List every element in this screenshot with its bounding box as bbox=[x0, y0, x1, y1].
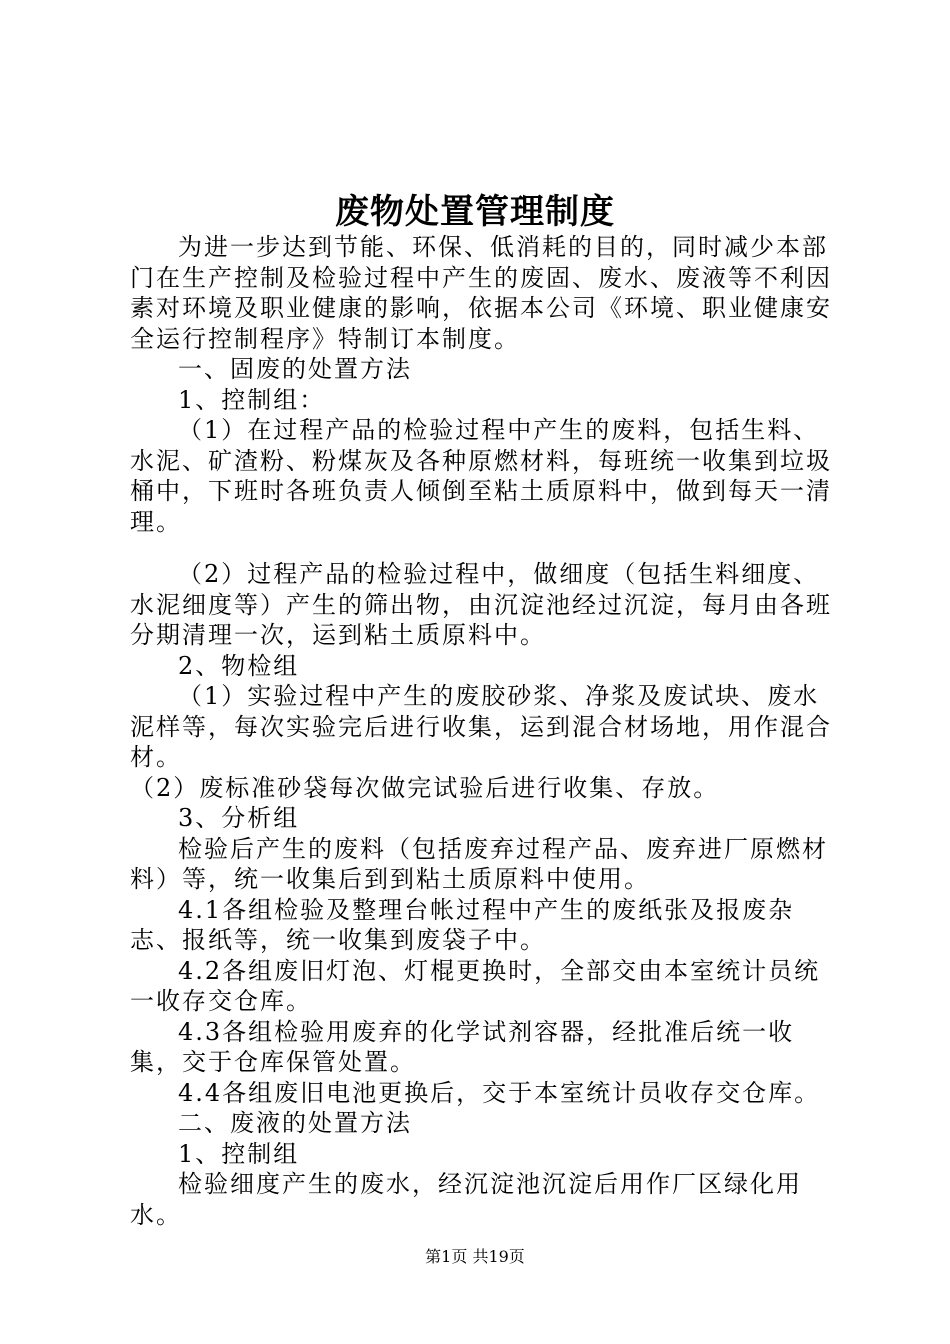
blank-line bbox=[130, 537, 835, 559]
paragraph: 检验后产生的废料（包括废弃过程产品、废弃进厂原燃材料）等，统一收集后到到粘土质原料中使用。 bbox=[130, 834, 828, 893]
paragraph: 为进一步达到节能、环保、低消耗的目的，同时减少本部门在生产控制及检验过程中产生的废固、废水、废液等不利因素对环境及职业健康的影响，依据本公司《环境、职业健康安全运行控制程序》特制订本制度。 bbox=[130, 233, 832, 353]
document-title: 废物处置管理制度 bbox=[335, 192, 615, 232]
subsection-heading: 2、物检组 bbox=[178, 651, 300, 680]
paragraph: （2）过程产品的检验过程中，做细度（包括生料细度、水泥细度等）产生的筛出物，由沉淀池经过沉淀，每月由各班分期清理一次，运到粘土质原料中。 bbox=[130, 560, 832, 649]
paragraph: 4.4各组废旧电池更换后，交于本室统计员收存交仓库。 bbox=[178, 1078, 821, 1107]
paragraph: 4.1各组检验及整理台帐过程中产生的废纸张及报废杂志、报纸等，统一收集到废袋子中。 bbox=[130, 895, 795, 954]
subsection-heading: 1、控制组： bbox=[178, 385, 326, 414]
paragraph: 检验细度产生的废水，经沉淀池沉淀后用作厂区绿化用水。 bbox=[130, 1170, 802, 1229]
paragraph: （1）实验过程中产生的废胶砂浆、净浆及废试块、废水泥样等，每次实验完后进行收集，运到混合材场地，用作混合材。 bbox=[130, 682, 832, 771]
section-heading: 二、废液的处置方法 bbox=[178, 1109, 412, 1137]
document-body bbox=[130, 232, 835, 1230]
subsection-heading: 1、控制组 bbox=[178, 1139, 300, 1168]
paragraph: （2）废标准砂袋每次做完试验后进行收集、存放。 bbox=[130, 773, 720, 802]
paragraph: 4.3各组检验用废弃的化学试剂容器，经批准后统一收集，交于仓库保管处置。 bbox=[130, 1017, 795, 1076]
page-footer: 第1页 共19页 bbox=[425, 1247, 525, 1266]
paragraph: 4.2各组废旧灯泡、灯棍更换时，全部交由本室统计员统一收存交仓库。 bbox=[130, 956, 821, 1015]
section-heading: 一、固废的处置方法 bbox=[178, 355, 412, 383]
paragraph: （1）在过程产品的检验过程中产生的废料，包括生料、水泥、矿渣粉、粉煤灰及各种原燃材料，每班统一收集到垃圾桶中，下班时各班负责人倾倒至粘土质原料中，做到每天一清理。 bbox=[130, 416, 832, 536]
subsection-heading: 3、分析组 bbox=[178, 804, 300, 832]
